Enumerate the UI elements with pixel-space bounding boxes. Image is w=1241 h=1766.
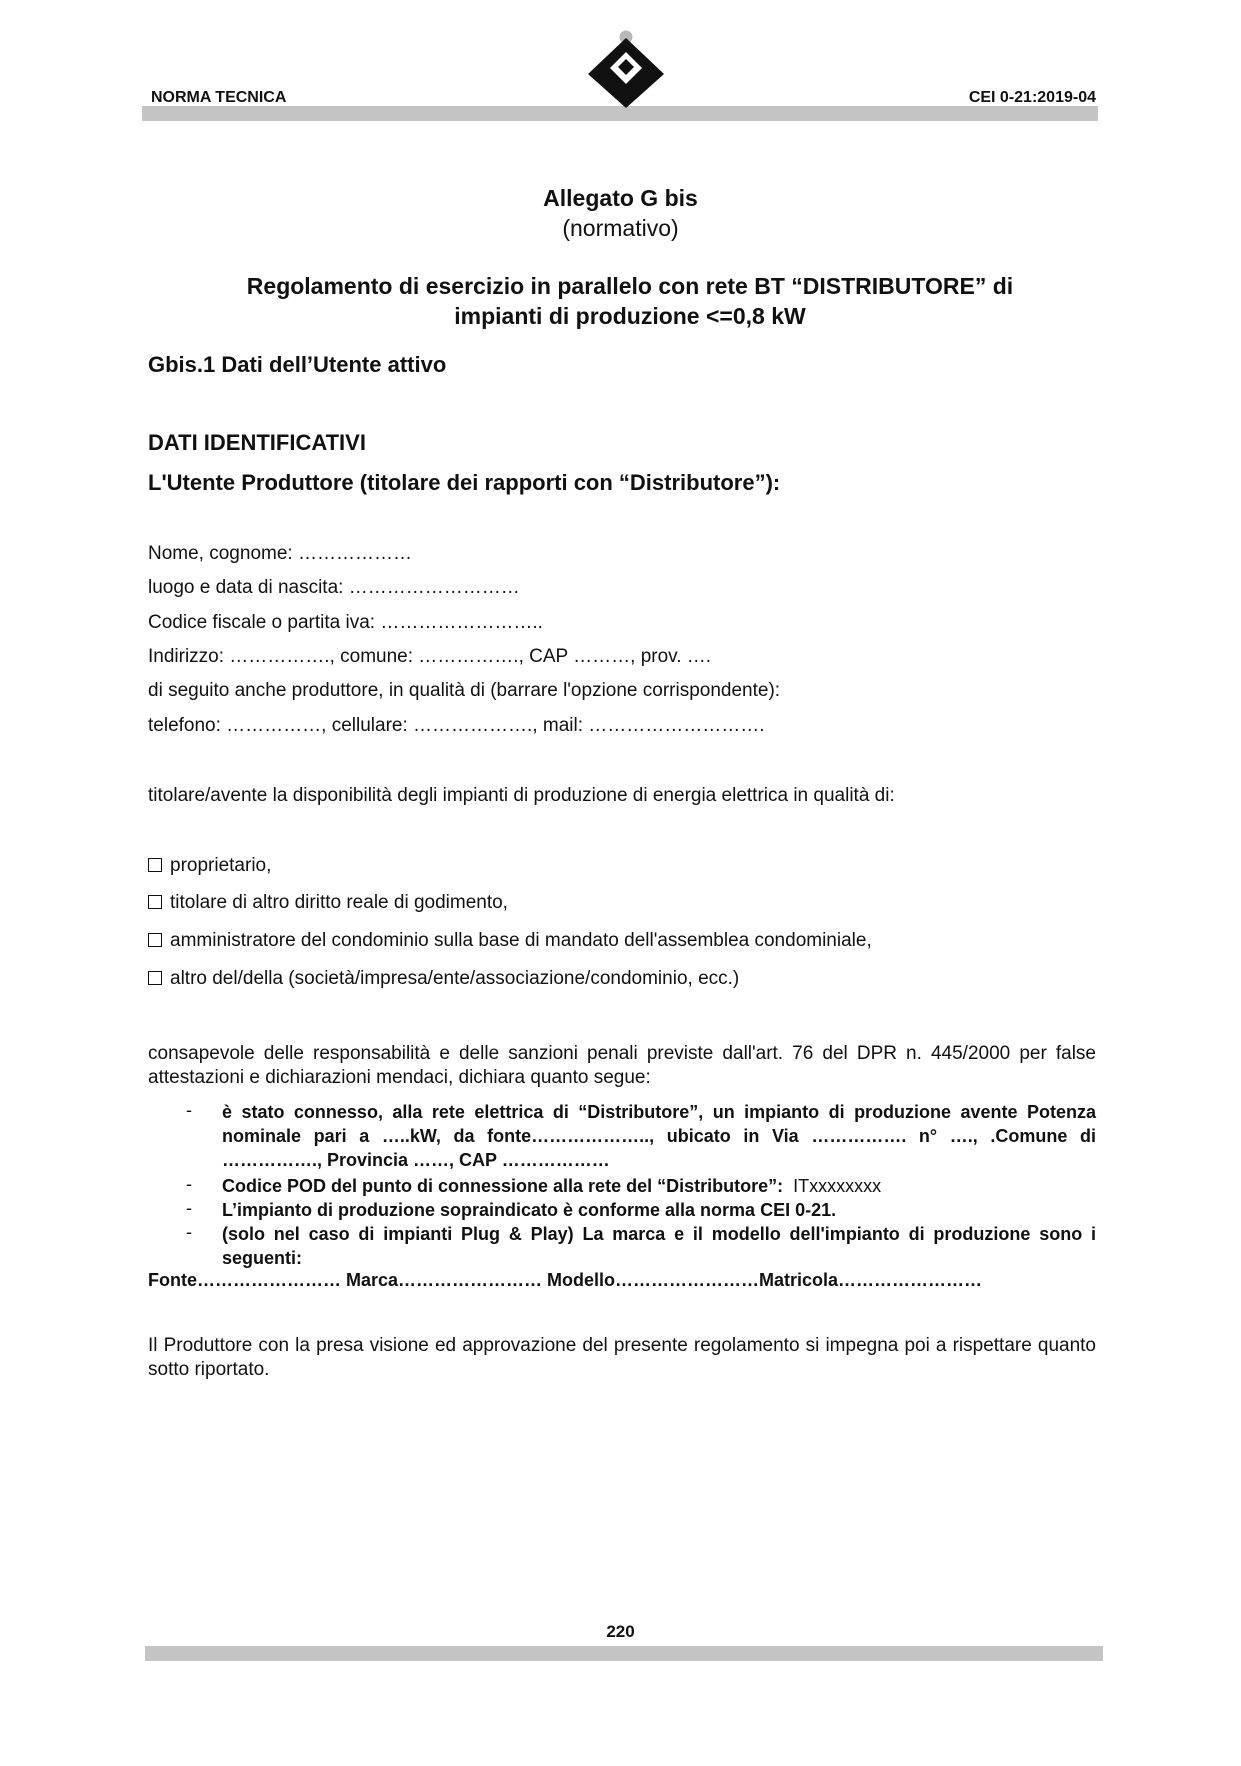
closing-paragraph: Il Produttore con la presa visione ed approvazione del presente regolamento si impegna poi a rispettare quanto sotto riportato. <box>148 1335 1096 1380</box>
identification-heading: DATI IDENTIFICATIVI <box>148 430 366 455</box>
empty-checkbox-icon[interactable] <box>148 933 162 947</box>
bullet-dash: - <box>186 1198 192 1218</box>
device-line: Fonte…………………… Marca…………………… Modello……………………Matricola…………………… <box>148 1270 983 1290</box>
field-luogo-data-nascita: luogo e data di nascita: ……………………… <box>148 577 520 598</box>
empty-checkbox-icon[interactable] <box>148 895 162 909</box>
empty-checkbox-icon[interactable] <box>148 971 162 985</box>
regulation-title-line2: impianti di produzione <=0,8 kW <box>454 303 806 329</box>
cei-diamond-logo-icon <box>586 30 666 108</box>
declaration-conformity: L’impianto di produzione sopraindicato è conforme alla norma CEI 0-21. <box>222 1200 837 1220</box>
field-indirizzo: Indirizzo: ……………., comune: ……………., CAP ………, prov. …. <box>148 646 712 667</box>
header-right-label: CEI 0-21:2019-04 <box>968 89 1096 106</box>
section-heading: Gbis.1 Dati dell’Utente attivo <box>148 352 447 377</box>
declaration-pod-value: ITxxxxxxxx <box>793 1176 882 1196</box>
option-label: titolare di altro diritto reale di godimento, <box>170 892 508 913</box>
option-amministratore[interactable] <box>148 930 872 952</box>
field-codice-fiscale: Codice fiscale o partita iva: …………………….. <box>148 612 543 633</box>
identification-subheading: L'Utente Produttore (titolare dei rapporti con “Distributore”): <box>148 470 781 495</box>
option-proprietario[interactable] <box>148 855 271 877</box>
declaration-intro: consapevole delle responsabilità e delle sanzioni penali previste dall'art. 76 del DPR n. 445/2000 per false attestazioni e dichiarazioni mendaci, dichiara quanto segue: <box>148 1043 1096 1088</box>
availability-statement: titolare/avente la disponibilità degli impianti di produzione di energia elettrica in qualità di: <box>148 785 895 806</box>
declaration-connection: è stato connesso, alla rete elettrica di “Distributore”, un impianto di produzione avente Potenza nominale pari a …..kW, da fonte……………….., ubicato in Via ……………. n° …., .Comune di ……………., Provincia ……, CAP ……………… <box>222 1102 1096 1170</box>
option-label: amministratore del condominio sulla base di mandato dell'assemblea condominiale, <box>170 930 872 951</box>
page-number: 220 <box>606 1622 635 1641</box>
bullet-dash: - <box>186 1100 192 1120</box>
option-altro[interactable] <box>148 968 739 990</box>
annex-title: Allegato G bis <box>543 185 698 211</box>
field-qualita: di seguito anche produttore, in qualità di (barrare l'opzione corrispondente): <box>148 680 781 701</box>
footer-rule <box>145 1646 1103 1661</box>
empty-checkbox-icon[interactable] <box>148 858 162 872</box>
declaration-pod-label: Codice POD del punto di connessione alla rete del “Distributore”: <box>222 1176 784 1196</box>
regulation-title <box>180 271 1080 331</box>
bullet-dash: - <box>186 1174 192 1194</box>
option-diritto-reale[interactable] <box>148 892 508 914</box>
field-contatti: telefono: ……………, cellulare: ………………., mail: ………………………. <box>148 715 765 736</box>
header-rule <box>142 106 1098 121</box>
header-left-label: NORMA TECNICA <box>151 89 287 106</box>
declaration-plug-play: (solo nel caso di impianti Plug & Play) La marca e il modello dell'impianto di produzione sono i seguenti: <box>222 1224 1096 1268</box>
field-nome-cognome: Nome, cognome: ……………… <box>148 543 412 564</box>
option-label: altro del/della (società/impresa/ente/associazione/condominio, ecc.) <box>170 968 740 989</box>
regulation-title-line1: Regolamento di esercizio in parallelo con rete BT “DISTRIBUTORE” di <box>246 273 1014 299</box>
bullet-dash: - <box>186 1222 192 1242</box>
declaration-pod <box>222 1174 1096 1198</box>
annex-subtitle: (normativo) <box>562 215 679 241</box>
option-label: proprietario, <box>170 855 272 876</box>
